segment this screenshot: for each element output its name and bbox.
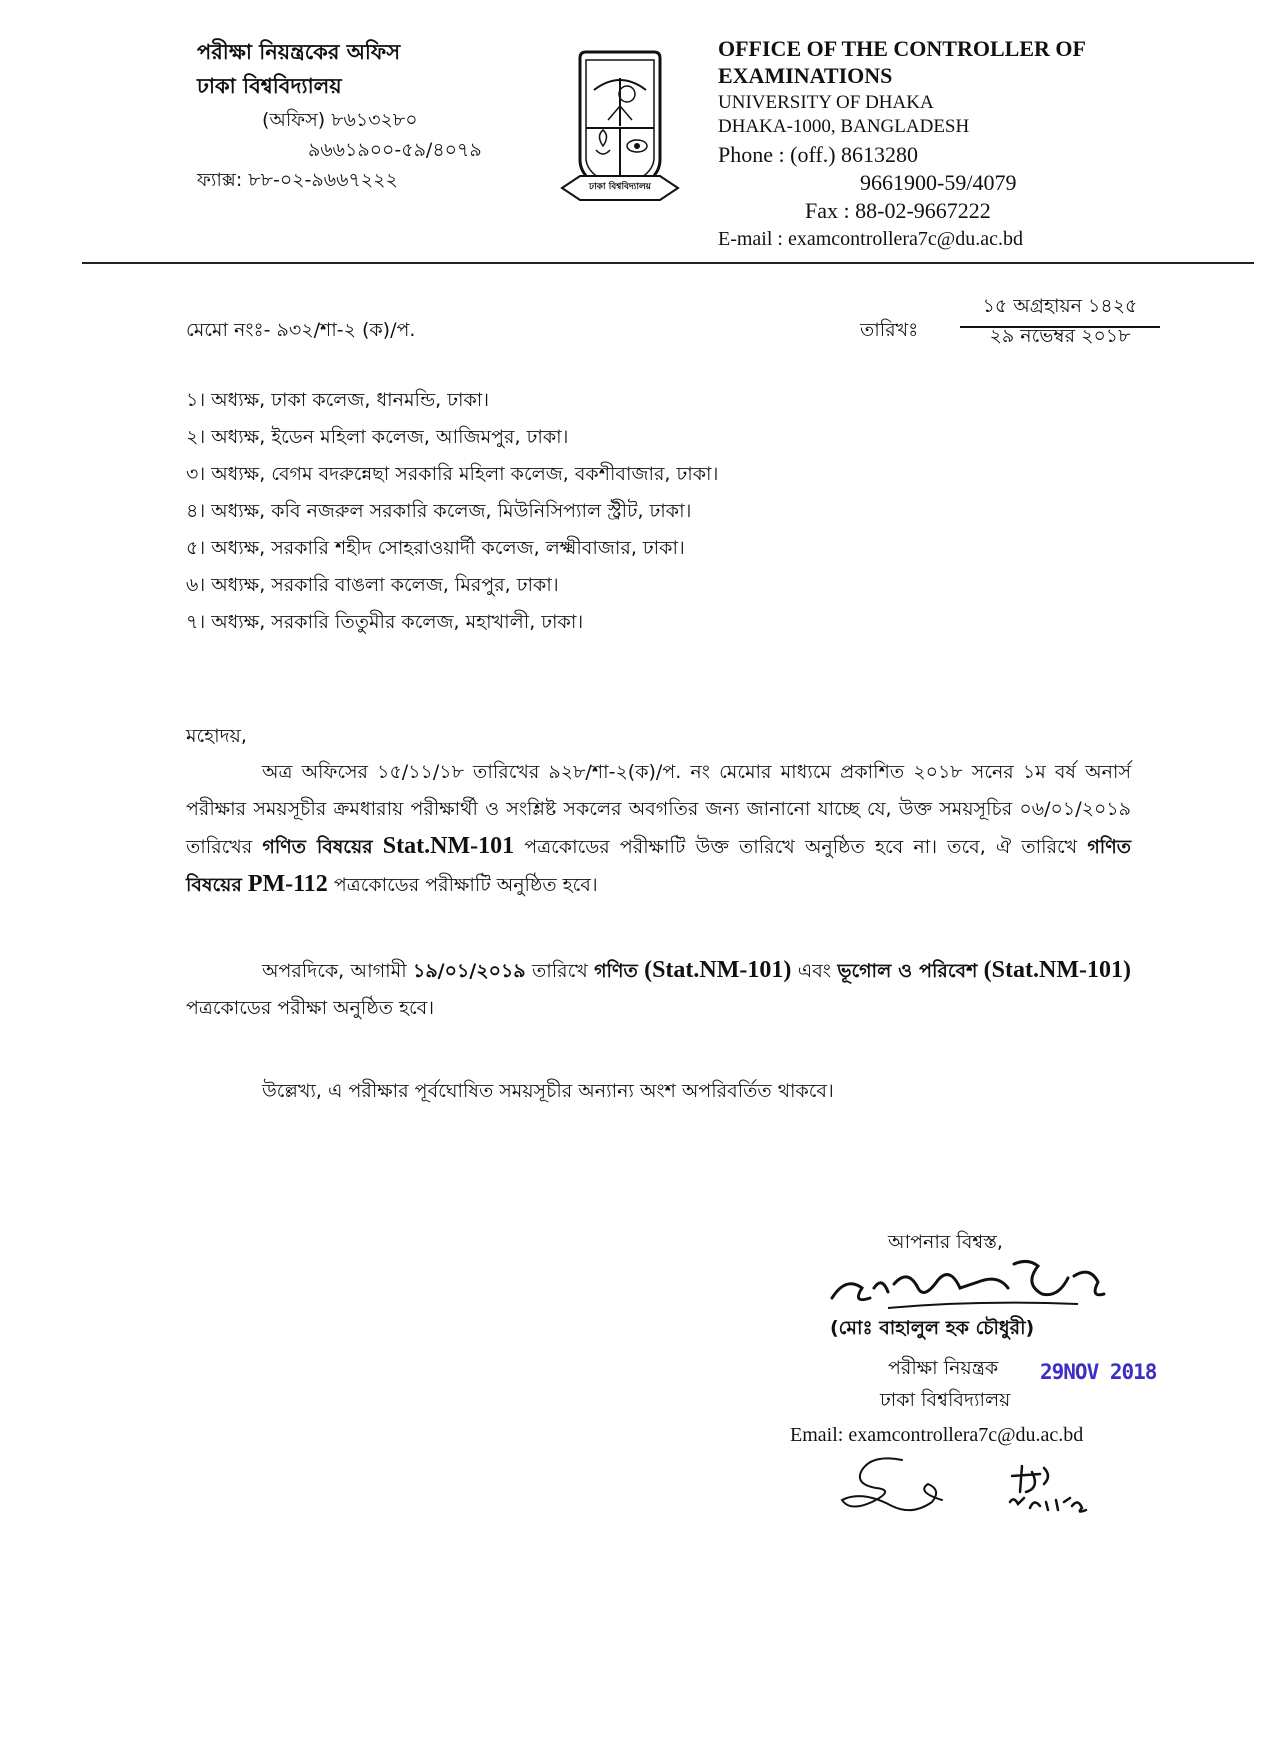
para1-subject: গণিত বিষয়ের xyxy=(262,836,373,858)
dated-initial xyxy=(1000,1462,1100,1526)
body-paragraph-2 xyxy=(186,952,1131,1027)
recipient-item: ৫। অধ্যক্ষ, সরকারি শহীদ সোহরাওয়ার্দী কলেজ, লক্ষ্মীবাজার, ঢাকা। xyxy=(186,537,685,559)
office-fax-bangla: ফ্যাক্স: ৮৮-০২-৯৬৬৭২২২ xyxy=(197,169,398,191)
signatory-designation: পরীক্ষা নিয়ন্ত্রক xyxy=(888,1357,999,1379)
initial-signature xyxy=(832,1450,952,1524)
received-date-stamp: 29NOV 2018 xyxy=(1040,1360,1157,1384)
para2-date: ১৯/০১/২০১৯ xyxy=(413,960,526,982)
recipient-item: ৪। অধ্যক্ষ, কবি নজরুল সরকারি কলেজ, মিউনিসিপ্যাল স্ট্রীট, ঢাকা। xyxy=(186,500,692,522)
university-address: DHAKA-1000, BANGLADESH xyxy=(718,116,970,137)
logo-banner-text: ঢাকা বিশ্ববিদ্যালয় xyxy=(588,182,651,192)
memo-date-bangla: ১৫ অগ্রহায়ন ১৪২৫ xyxy=(960,292,1160,328)
body-paragraph-1 xyxy=(186,754,1131,904)
para2-text: এবং xyxy=(791,960,838,982)
university-name-bangla: ঢাকা বিশ্ববিদ্যালয় xyxy=(197,74,342,98)
office-phone-english-2: 9661900-59/4079 xyxy=(860,170,1017,195)
memo-date-label: তারিখঃ xyxy=(860,319,919,341)
signatory-name: (মোঃ বাহালুল হক চৌধুরী) xyxy=(830,1317,1035,1339)
office-name-english-line2: EXAMINATIONS xyxy=(718,63,893,88)
para2-course-code: (Stat.NM-101) xyxy=(983,957,1131,983)
para2-course-code: (Stat.NM-101) xyxy=(644,957,792,983)
recipient-item: ৭। অধ্যক্ষ, সরকারি তিতুমীর কলেজ, মহাখালী, ঢাকা। xyxy=(186,611,584,633)
recipient-item: ১। অধ্যক্ষ, ঢাকা কলেজ, ধানমন্ডি, ঢাকা। xyxy=(186,389,490,411)
body-paragraph-3: উল্লেখ্য, এ পরীক্ষার পূর্বঘোষিত সময়সূচীর অন্যান্য অংশ অপরিবর্তিত থাকবে। xyxy=(262,1080,834,1102)
signatory-university: ঢাকা বিশ্ববিদ্যালয় xyxy=(880,1389,1011,1411)
para1-course-code: PM-112 xyxy=(247,871,328,897)
recipient-item: ৬। অধ্যক্ষ, সরকারি বাঙলা কলেজ, মিরপুর, ঢাকা। xyxy=(186,574,559,596)
para2-text: পত্রকোডের পরীক্ষা অনুষ্ঠিত হবে। xyxy=(186,997,435,1019)
university-logo xyxy=(560,50,680,210)
para1-subject: গণিত বিষয়ের xyxy=(186,836,1131,896)
para1-text: অত্র অফিসের ১৫/১১/১৮ তারিখের ৯২৮/শা-২(ক)/প. নং মেমোর মাধ্যমে প্রকাশিত ২০১৮ সনের ১ম বর্ষ অনার্স পরীক্ষার সময়সূচীর ক্রমধারায় পরীক্ষার্থী ও সংশ্লিষ্ট সকলের অবগতির জন্য জানানো যাচ্ছে যে, উক্ত সময়সূচির ০৬/০১/২০১৯ তারিখের xyxy=(186,761,1131,858)
office-email: E-mail : examcontrollera7c@du.ac.bd xyxy=(718,228,1023,250)
office-phone-bangla: (অফিস) ৮৬১৩২৮০ xyxy=(262,109,418,131)
para1-text: পত্রকোডের পরীক্ষাটি অনুষ্ঠিত হবে। xyxy=(327,874,598,896)
memo-date-gregorian: ২৯ নভেম্বর ২০১৮ xyxy=(989,325,1131,347)
para2-text: তারিখে xyxy=(525,960,595,982)
signatory-email: Email: examcontrollera7c@du.ac.bd xyxy=(790,1424,1084,1446)
office-name-bangla: পরীক্ষা নিয়ন্ত্রকের অফিস xyxy=(197,40,401,64)
para2-subject: ভূগোল ও পরিবেশ xyxy=(837,960,978,982)
recipient-item: ৩। অধ্যক্ষ, বেগম বদরুন্নেছা সরকারি মহিলা কলেজ, বকশীবাজার, ঢাকা। xyxy=(186,463,719,485)
para2-subject: গণিত xyxy=(594,960,638,982)
office-phone-english: Phone : (off.) 8613280 xyxy=(718,142,919,167)
header-divider xyxy=(82,262,1254,264)
salutation: মহোদয়, xyxy=(186,725,247,747)
recipient-item: ২। অধ্যক্ষ, ইডেন মহিলা কলেজ, আজিমপুর, ঢাকা। xyxy=(186,426,569,448)
university-name-english: UNIVERSITY OF DHAKA xyxy=(718,92,934,113)
para1-text: পত্রকোডের পরীক্ষাটি উক্ত তারিখে অনুষ্ঠিত হবে না। তবে, ঐ তারিখে xyxy=(514,836,1088,858)
memo-number: মেমো নংঃ- ৯৩২/শা-২ (ক)/প. xyxy=(186,319,416,341)
para2-text: অপরদিকে, আগামী xyxy=(262,960,414,982)
para1-course-code: Stat.NM-101 xyxy=(382,833,515,859)
closing-phrase: আপনার বিশ্বস্ত, xyxy=(888,1231,1003,1253)
office-name-english-line1: OFFICE OF THE CONTROLLER OF xyxy=(718,36,1086,61)
recipient-list xyxy=(186,382,718,641)
office-phone-bangla-2: ৯৬৬১৯০০-৫৯/৪০৭৯ xyxy=(308,139,482,161)
office-fax-english: Fax : 88-02-9667222 xyxy=(805,198,991,223)
